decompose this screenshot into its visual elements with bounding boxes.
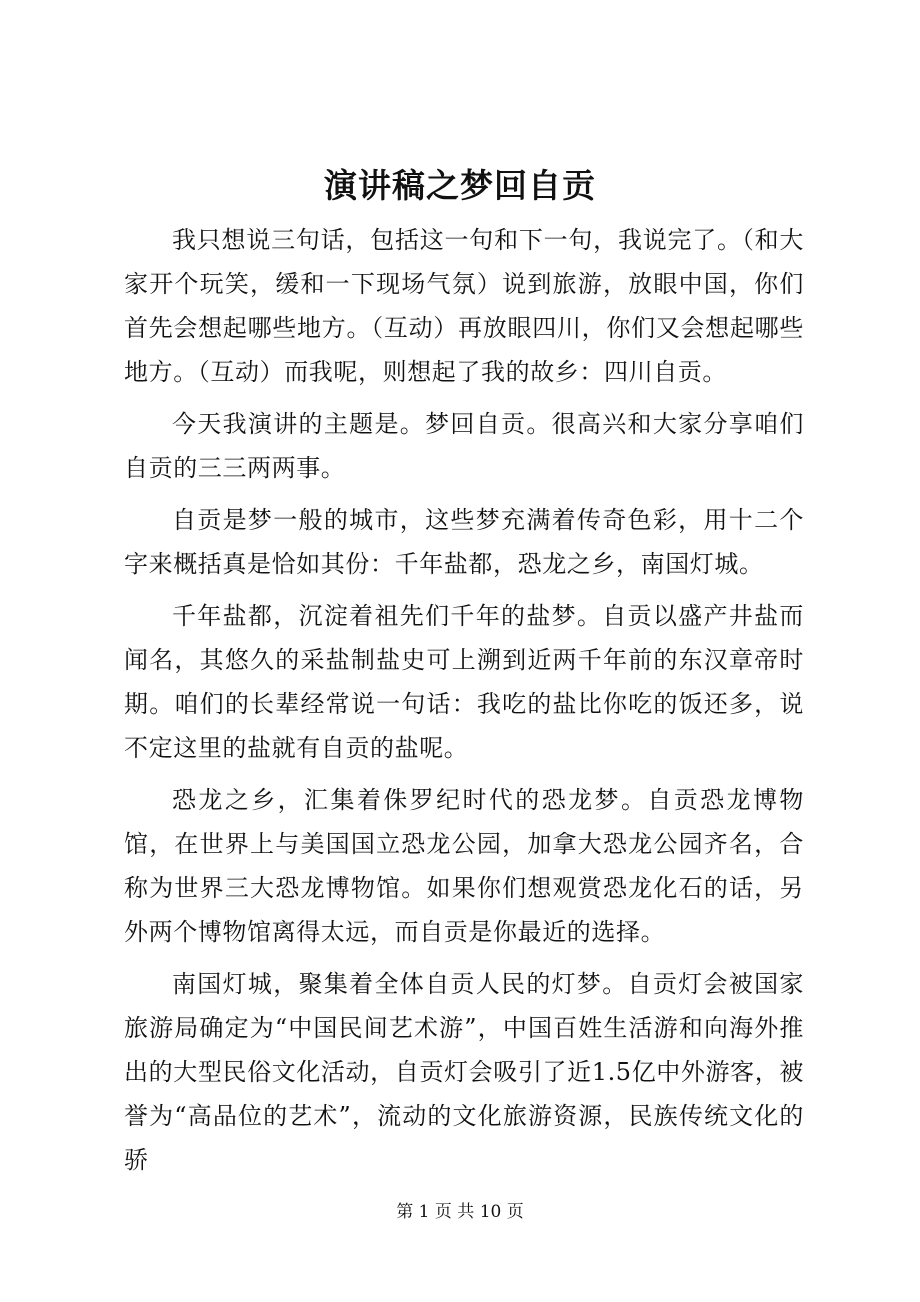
paragraph-salt-capital: 千年盐都，沉淀着祖先们千年的盐梦。自贡以盛产井盐而闻名，其悠久的采盐制盐史可上溯到近两千年前的东汉章帝时期。咱们的长辈经常说一句话：我吃的盐比你吃的饭还多，说不定这里的盐就有自贡的盐呢。 <box>124 602 804 762</box>
paragraph-theme: 今天我演讲的主题是。梦回自贡。很高兴和大家分享咱们自贡的三三两两事。 <box>124 410 804 482</box>
document-body <box>124 218 804 1190</box>
paragraph-lantern-city: 南国灯城，聚集着全体自贡人民的灯梦。自贡灯会被国家旅游局确定为“中国民间艺术游”，中国百姓生活游和向海外推出的大型民俗文化活动，自贡灯会吸引了近1.5亿中外游客，被誉为“高品位的艺术”，流动的文化旅游资源，民族传统文化的骄 <box>124 970 804 1174</box>
paragraph-dinosaur-hometown: 恐龙之乡，汇集着侏罗纪时代的恐龙梦。自贡恐龙博物馆，在世界上与美国国立恐龙公园，加拿大恐龙公园齐名，合称为世界三大恐龙博物馆。如果你们想观赏恐龙化石的话，另外两个博物馆离得太远，而自贡是你最近的选择。 <box>124 786 804 946</box>
document-title: 演讲稿之梦回自贡 <box>324 166 596 205</box>
paragraph-intro: 我只想说三句话，包括这一句和下一句，我说完了。（和大家开个玩笑，缓和一下现场气氛）说到旅游，放眼中国，你们首先会想起哪些地方。（互动）再放眼四川，你们又会想起哪些地方。（互动）而我呢，则想起了我的故乡：四川自贡。 <box>124 226 804 386</box>
page-footer: 第 1 页 共 10 页 <box>396 1202 524 1222</box>
paragraph-city-overview: 自贡是梦一般的城市，这些梦充满着传奇色彩，用十二个字来概括真是恰如其份：千年盐都，恐龙之乡，南国灯城。 <box>124 506 804 578</box>
